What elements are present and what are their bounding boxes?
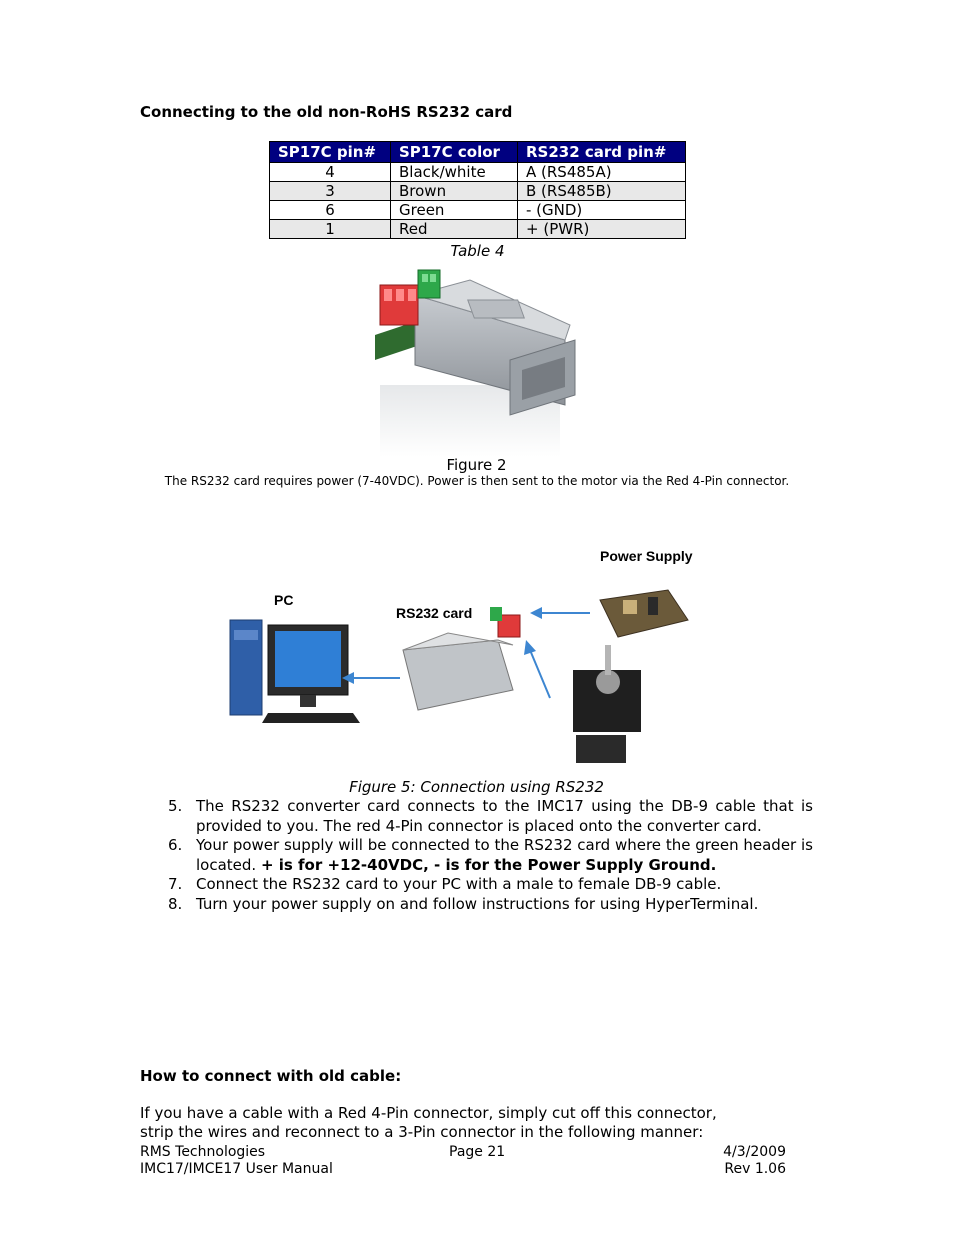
table-header-cell: SP17C pin#	[270, 142, 391, 163]
table-row	[270, 201, 686, 220]
paragraph-line: strip the wires and reconnect to a 3-Pin connector in the following manner:	[140, 1123, 704, 1141]
pc-label: PC	[274, 592, 294, 608]
rs232-card-small	[403, 607, 520, 710]
list-item	[140, 797, 813, 836]
pc-illustration	[230, 620, 360, 723]
table-cell: 3	[270, 182, 391, 201]
figure2-caption: Figure 2	[446, 456, 507, 474]
footer-manual: IMC17/IMCE17 User Manual	[140, 1161, 333, 1177]
step-text-bold: + is for +12-40VDC, - is for the Power Supply Ground.	[260, 855, 717, 874]
table-cell: Brown	[391, 182, 518, 201]
table-cell: B (RS485B)	[518, 182, 686, 201]
step-number: 5.	[168, 797, 183, 815]
step-text: Connect the RS232 card to your PC with a male to female DB-9 cable.	[196, 875, 722, 893]
table-cell: 4	[270, 163, 391, 182]
table-cell: 6	[270, 201, 391, 220]
list-item	[140, 875, 813, 895]
table-cell: 1	[270, 220, 391, 239]
step-number: 7.	[168, 875, 183, 893]
step-number: 8.	[168, 894, 183, 913]
footer-page: Page 21	[449, 1144, 506, 1160]
step-text: Your power supply will be connected to the RS232 card where the green header is located.	[196, 836, 813, 874]
footer-date: 4/3/2009	[723, 1144, 786, 1160]
step-text: The RS232 converter card connects to the IMC17 using the DB-9 cable that is provided to you. The red 4-Pin connector is placed onto the converter card.	[196, 797, 813, 835]
rs232-card-label: RS232 card	[396, 605, 473, 621]
instruction-steps	[140, 797, 813, 914]
table-cell: Black/white	[391, 163, 518, 182]
pc-arrow	[342, 672, 400, 684]
table-row	[270, 220, 686, 239]
step-number: 6.	[168, 836, 183, 854]
paragraph-line: If you have a cable with a Red 4-Pin connector, simply cut off this connector,	[140, 1104, 717, 1122]
footer-rev: Rev 1.06	[724, 1161, 786, 1177]
list-item	[140, 836, 813, 875]
figure2-note: The RS232 card requires power (7-40VDC). Power is then sent to the motor via the Red 4-Pin connector.	[164, 474, 790, 488]
pin-mapping-table	[269, 141, 686, 239]
table-cell: Green	[391, 201, 518, 220]
section-heading-old-cable: How to connect with old cable:	[140, 1067, 402, 1085]
connection-diagram	[228, 545, 720, 770]
table-cell: - (GND)	[518, 201, 686, 220]
stepper-motor-illustration	[573, 645, 641, 763]
footer-company: RMS Technologies	[140, 1144, 266, 1160]
power-supply-label: Power Supply	[600, 548, 693, 564]
table-row	[270, 163, 686, 182]
step-text: Turn your power supply on and follow instructions for using HyperTerminal.	[196, 894, 759, 913]
power-supply-illustration	[600, 590, 688, 637]
section-heading-rs232: Connecting to the old non-RoHS RS232 card	[140, 103, 513, 121]
table-row	[270, 182, 686, 201]
table-cell: A (RS485A)	[518, 163, 686, 182]
rs232-card-photo	[360, 265, 590, 457]
table-cell: + (PWR)	[518, 220, 686, 239]
table-header-cell: RS232 card pin#	[518, 142, 686, 163]
power-arrow	[530, 607, 590, 619]
table-cell: Red	[391, 220, 518, 239]
list-item	[140, 895, 813, 915]
table-header-row	[270, 142, 686, 163]
table-header-cell: SP17C color	[391, 142, 518, 163]
motor-arrow	[524, 640, 550, 698]
table-caption: Table 4	[450, 242, 505, 260]
figure5-caption: Figure 5: Connection using RS232	[349, 778, 604, 796]
